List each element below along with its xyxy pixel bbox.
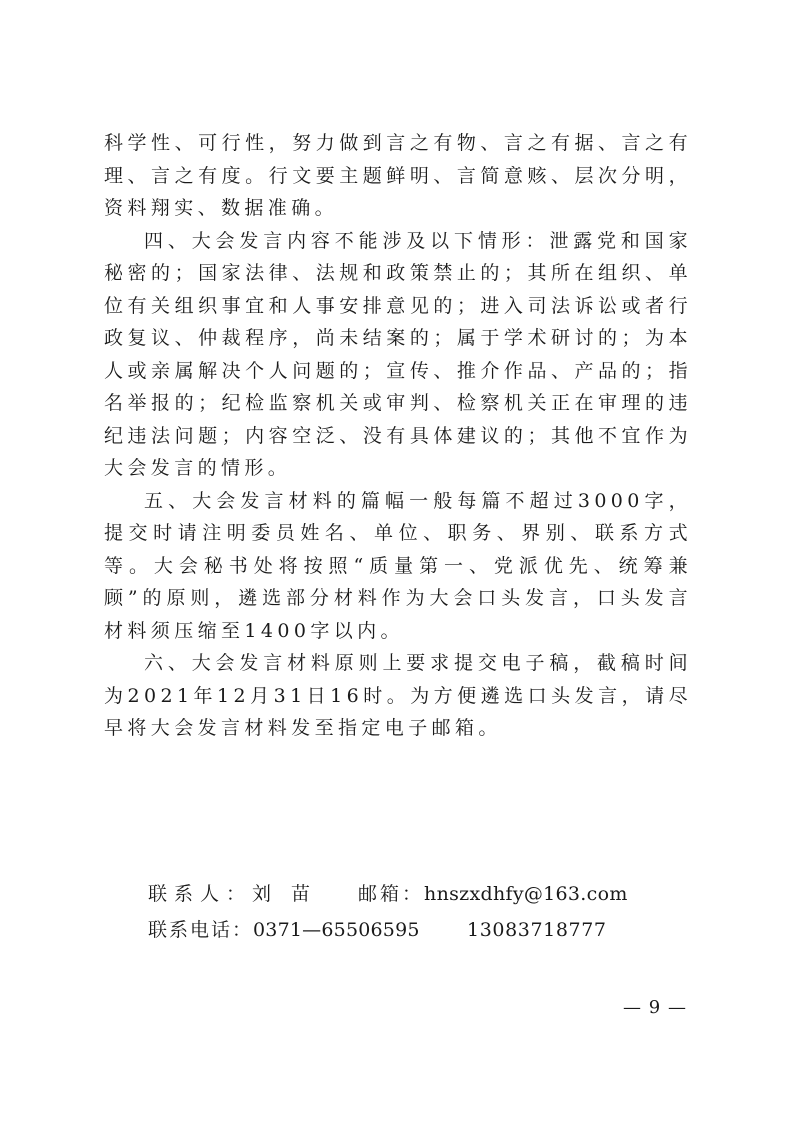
phone-mobile: 13083718777 [467,919,607,941]
contact-block [148,876,708,948]
paragraph-item-six: 六、大会发言材料原则上要求提交电子稿，截稿时间为2021年12月31日16时。为方便遴选口头发言，请尽早将大会发言材料发至指定电子邮箱。 [104,652,692,739]
phone-label: 联系电话： [148,919,254,941]
paragraph-item-five: 五、大会发言材料的篇幅一般每篇不超过3000字，提交时请注明委员姓名、单位、职务、界别、联系方式等。大会秘书处将按照“质量第一、党派优先、统筹兼顾”的原则，遴选部分材料作为大会口头发言，口头发言材料须压缩至1400字以内。 [104,489,692,642]
document-body [104,127,692,745]
contact-row-phone [148,912,708,948]
page-number: — 9 — [623,997,687,1018]
contact-person-label: 联系人： [148,883,253,905]
paragraph-item-four: 四、大会发言内容不能涉及以下情形：泄露党和国家秘密的；国家法律、法规和政策禁止的；其所在组织、单位有关组织事宜和人事安排意见的；进入司法诉讼或者行政复议、仲裁程序，尚未结案的；属于学术研讨的；为本人或亲属解决个人问题的；宣传、推介作品、产品的；指名举报的；纪检监察机关或审判、检察机关正在审理的违纪违法问题；内容空泛、没有具体建议的；其他不宜作为大会发言的情形。 [104,229,692,479]
email-address: hnszxdhfy@163.com [424,883,628,905]
contact-row-person [148,876,708,912]
email-label: 邮箱： [358,883,425,905]
paragraph-continuation: 科学性、可行性，努力做到言之有物、言之有据、言之有理、言之有度。行文要主题鲜明、言简意赅、层次分明，资料翔实、数据准确。 [104,132,692,219]
contact-person-name: 刘苗 [252,883,331,905]
phone-landline: 0371—65506595 [253,919,420,941]
